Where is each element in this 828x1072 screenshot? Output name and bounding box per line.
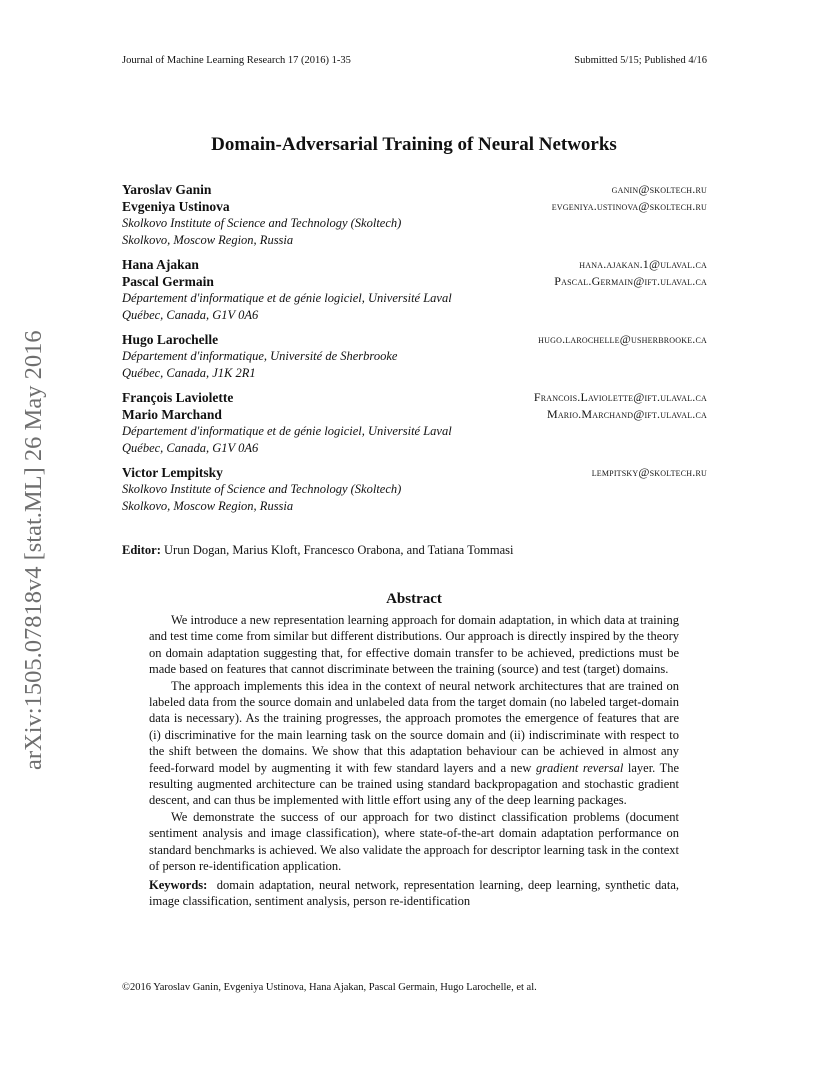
affiliation-line: Skolkovo, Moscow Region, Russia	[122, 233, 294, 247]
author-name: Hugo Larochelle	[122, 332, 219, 347]
author-block	[122, 181, 707, 522]
author-row	[122, 406, 707, 423]
author-email: Pascal.Germain@ift.ulaval.ca	[554, 274, 707, 288]
affiliation-line: Québec, Canada, J1K 2R1	[122, 366, 256, 380]
arxiv-stamp: arXiv:1505.07818v4 [stat.ML] 26 May 2016	[20, 330, 47, 770]
author-group	[122, 331, 707, 382]
abstract-text: layer. The resulting augmented architecture can be trained using standard backpropagation and stochastic gradient descent, and can thus be implemented with little effort using any of the deep learning packages.	[149, 760, 680, 808]
affiliation-line: Québec, Canada, G1V 0A6	[122, 441, 259, 455]
affiliation-line: Skolkovo Institute of Science and Technology (Skoltech)	[122, 216, 402, 230]
abstract-paragraph	[149, 678, 679, 809]
author-email: evgeniya.ustinova@skoltech.ru	[551, 199, 707, 213]
abstract-emphasis: gradient reversal	[535, 760, 624, 775]
abstract-heading: Abstract	[386, 591, 442, 607]
author-name: Victor Lempitsky	[122, 465, 223, 480]
author-name: Pascal Germain	[122, 274, 214, 289]
author-row	[122, 273, 707, 290]
running-header	[122, 55, 707, 69]
keywords-list: domain adaptation, neural network, representation learning, deep learning, synthetic data, image classification, sentiment analysis, person re-identification	[149, 877, 679, 908]
author-row	[122, 389, 707, 406]
author-email: hugo.larochelle@usherbrooke.ca	[538, 332, 707, 346]
journal-info: Journal of Machine Learning Research 17 (2016) 1-35	[122, 55, 351, 66]
affiliation-line: Département d'informatique et de génie logiciel, Université Laval	[122, 291, 452, 305]
affiliation-line: Skolkovo Institute of Science and Technology (Skoltech)	[122, 482, 402, 496]
affiliation-line: Québec, Canada, G1V 0A6	[122, 308, 259, 322]
author-row	[122, 256, 707, 273]
editor-label: Editor:	[122, 543, 161, 557]
author-name: Yaroslav Ganin	[122, 182, 212, 197]
editor-line	[122, 543, 722, 558]
paper-title: Domain-Adversarial Training of Neural Networks	[211, 134, 617, 155]
affiliation-line: Département d'informatique et de génie logiciel, Université Laval	[122, 424, 452, 438]
affiliation-line: Département d'informatique, Université de Sherbrooke	[122, 349, 398, 363]
author-group	[122, 389, 707, 457]
abstract-body	[149, 612, 679, 909]
author-row	[122, 331, 707, 348]
author-email: hana.ajakan.1@ulaval.ca	[579, 257, 707, 271]
abstract-paragraph: We introduce a new representation learning approach for domain adaptation, in which data at training and test time come from similar but different distributions. Our approach is directly inspired by the theory on domain adaptation suggesting that, for effective domain transfer to be achieved, predictions must be made based on features that cannot discriminate between the training (source) and test (target) domains.	[149, 613, 679, 677]
keywords-line	[149, 877, 679, 910]
author-group	[122, 256, 707, 324]
author-email: lempitsky@skoltech.ru	[591, 465, 707, 479]
author-row	[122, 464, 707, 481]
submission-info: Submitted 5/15; Published 4/16	[574, 55, 707, 66]
abstract-paragraph: We demonstrate the success of our approach for two distinct classification problems (document sentiment analysis and image classification), where state-of-the-art domain adaptation performance on standard benchmarks is achieved. We also validate the approach for descriptor learning task in the context of person re-identification application.	[149, 809, 679, 874]
affiliation-line: Skolkovo, Moscow Region, Russia	[122, 499, 294, 513]
author-name: Evgeniya Ustinova	[122, 199, 230, 214]
author-email: ganin@skoltech.ru	[611, 182, 707, 196]
author-row	[122, 181, 707, 198]
editor-names: Urun Dogan, Marius Kloft, Francesco Orabona, and Tatiana Tommasi	[164, 543, 514, 557]
author-name: Hana Ajakan	[122, 257, 199, 272]
author-email: Francois.Laviolette@ift.ulaval.ca	[533, 390, 707, 404]
author-group	[122, 181, 707, 249]
abstract-text: The approach implements this idea in the context of neural network architectures that are trained on labeled data from the source domain and unlabeled data from the target domain (no labeled target-domain data is necessary). As the training progresses, the approach promotes the emergence of features that are (i) discriminative for the main learning task on the source domain and (ii) indiscriminate with respect to the shift between the domains. We show that this adaptation behaviour can be achieved in almost any feed-forward model by augmenting it with few standard layers and a new	[149, 678, 679, 775]
keywords-label: Keywords:	[149, 877, 208, 892]
author-name: Mario Marchand	[122, 407, 222, 422]
copyright-footer: ©2016 Yaroslav Ganin, Evgeniya Ustinova, Hana Ajakan, Pascal Germain, Hugo Larochelle, et al.	[122, 982, 537, 993]
author-group	[122, 464, 707, 515]
author-row	[122, 198, 707, 215]
author-email: Mario.Marchand@ift.ulaval.ca	[546, 407, 707, 421]
author-name: François Laviolette	[122, 390, 234, 405]
